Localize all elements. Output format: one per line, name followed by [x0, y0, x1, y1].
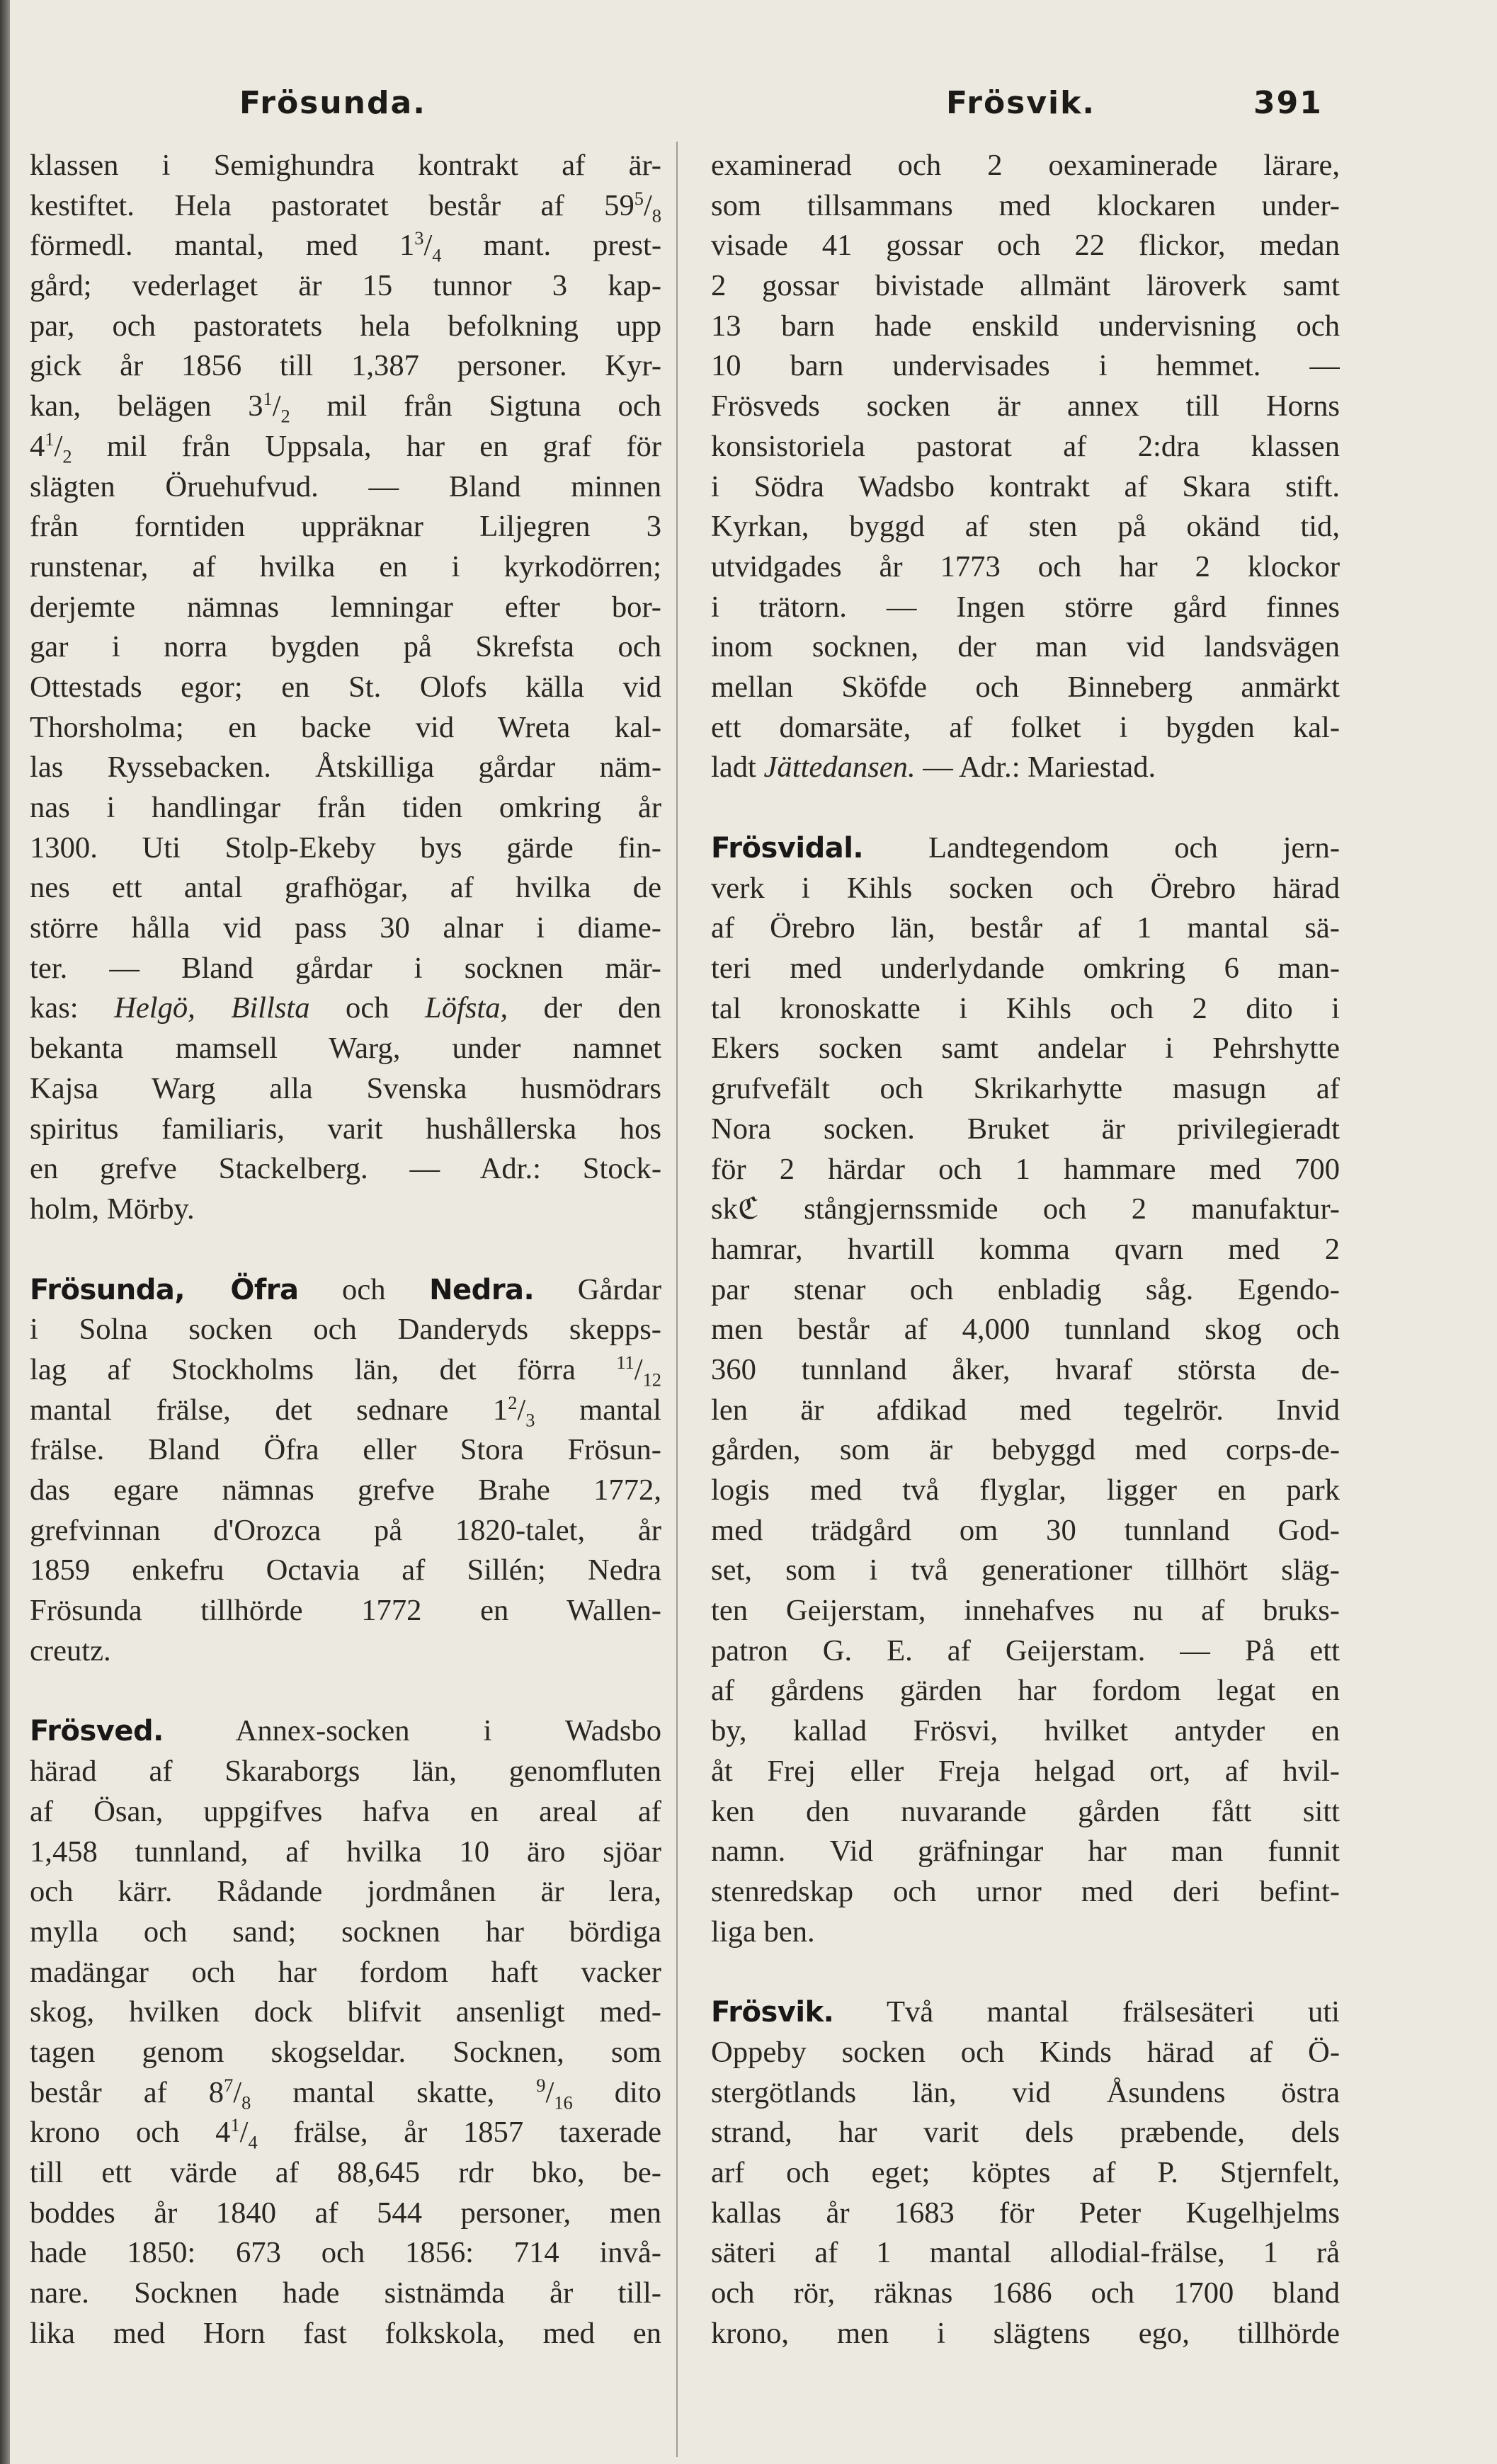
text-line [711, 2033, 1340, 2073]
text-segment: består af 8 [30, 2075, 224, 2109]
text-segment: hamrar, hvartill komma qvarn med 2 [711, 1232, 1340, 1266]
text-segment: lag af Stockholms län, det förra [30, 1352, 617, 1386]
text-line [30, 2274, 661, 2314]
text-segment: af Ösan, uppgifves hafva en areal af [30, 1794, 661, 1828]
text-segment: Två mantal frälsesäteri uti [833, 1995, 1340, 2029]
text-line [711, 547, 1340, 588]
text-segment: och kärr. Rådande jordmånen är lera, [30, 1875, 661, 1909]
text-segment: creutz. [30, 1633, 111, 1667]
text-line [711, 1029, 1340, 1069]
text-segment: säteri af 1 mantal allodial-frälse, 1 rå [711, 2236, 1340, 2270]
text-segment: ter. — Bland gårdar i socknen mär- [30, 951, 661, 985]
left-running-head: Frösunda. [239, 85, 426, 121]
text-line [711, 1832, 1340, 1872]
text-segment: 1,458 tunnland, af hvilka 10 äro sjöar [30, 1835, 661, 1869]
fraction-part: 11 [616, 1351, 634, 1373]
text-line [711, 2113, 1340, 2153]
text-line [711, 427, 1340, 467]
text-line [30, 1430, 661, 1471]
text-line [30, 988, 661, 1029]
text-line [711, 346, 1340, 387]
text-segment: teri med underlydande omkring 6 man- [711, 952, 1340, 986]
text-line [30, 186, 661, 227]
text-segment: / [272, 389, 281, 423]
text-segment: i trätorn. — Ingen större gård finnes [711, 590, 1340, 624]
text-line [711, 949, 1340, 989]
text-line [30, 748, 661, 788]
text-segment: Landtegendom och jern- [863, 831, 1340, 865]
text-segment: Nora socken. Bruket är privilegieradt [711, 1112, 1340, 1146]
text-line [711, 828, 1340, 869]
text-line [30, 2033, 661, 2073]
text-line [30, 1551, 661, 1591]
italic-text: Helgö, Billsta [114, 991, 310, 1025]
text-line [711, 708, 1340, 748]
text-segment: förmedl. mantal, med 1 [30, 229, 415, 263]
text-line [30, 949, 661, 989]
text-line [30, 1953, 661, 1993]
text-segment: par stenar och enbladig såg. Egendo- [711, 1272, 1340, 1306]
text-segment: namn. Vid gräfningar har man funnit [711, 1835, 1340, 1869]
text-line [711, 748, 1340, 788]
text-segment: Frösunda tillhörde 1772 en Wallen- [30, 1594, 661, 1628]
text-line [711, 668, 1340, 708]
center-running-head: Frösvik. [946, 85, 1096, 121]
text-line [711, 1511, 1340, 1551]
text-segment: bekanta mamsell Warg, under namnet [30, 1032, 661, 1066]
text-line [711, 1792, 1340, 1832]
text-segment: hade 1850: 673 och 1856: 714 invå- [30, 2236, 661, 2270]
text-segment: grefvinnan d'Orozca på 1820-talet, år [30, 1513, 661, 1547]
text-line [30, 1711, 661, 1752]
text-segment: patron G. E. af Geijerstam. — På ett [711, 1633, 1340, 1667]
text-line [30, 788, 661, 828]
text-segment: kallas år 1683 för Peter Kugelhjelms [711, 2196, 1340, 2230]
text-line [711, 2073, 1340, 2114]
text-segment: med trädgård om 30 tunnland God- [711, 1513, 1340, 1547]
paragraph-gap [30, 1671, 661, 1711]
text-line [30, 307, 661, 347]
text-segment: mylla och sand; socknen har bördiga [30, 1915, 661, 1949]
text-line [30, 668, 661, 708]
text-segment: konsistoriela pastorat af 2:dra klassen [711, 429, 1340, 463]
text-segment: Ottestads egor; en St. Olofs källa vid [30, 670, 661, 704]
fraction-part: 2 [508, 1391, 518, 1413]
text-segment: visade 41 gossar och 22 flickor, medan [711, 229, 1340, 263]
text-segment: gård; vederlaget är 15 tunnor 3 kap- [30, 269, 661, 303]
text-segment: Annex-socken i Wadsbo [163, 1714, 661, 1748]
text-segment: / [517, 1393, 526, 1427]
text-line [711, 266, 1340, 307]
text-segment: åt Frej eller Freja helgad ort, af hvil- [711, 1754, 1340, 1788]
text-line [30, 2314, 661, 2354]
text-line [711, 226, 1340, 266]
text-segment: gar i norra bygden på Skrefsta och [30, 630, 661, 664]
text-line [711, 627, 1340, 668]
text-segment: och [309, 991, 425, 1025]
text-line [30, 1912, 661, 1953]
text-segment: 13 barn hade enskild undervisning och [711, 309, 1340, 343]
text-line [711, 467, 1340, 508]
text-line [711, 908, 1340, 949]
text-segment: tal kronoskatte i Kihls och 2 dito i [711, 991, 1340, 1025]
text-segment: nas i handlingar från tiden omkring år [30, 791, 661, 824]
text-segment: stergötlands län, vid Åsundens östra [711, 2075, 1340, 2109]
text-segment: från forntiden uppräknar Liljegren 3 [30, 510, 661, 544]
text-segment: skℭ stångjernssmide och 2 manufaktur- [711, 1192, 1340, 1226]
fraction-part: 16 [554, 2092, 573, 2114]
fraction-part: 2 [62, 445, 72, 467]
text-segment: nare. Socknen hade sistnämda år till- [30, 2276, 661, 2310]
text-line [30, 1591, 661, 1631]
text-segment: och rör, räknas 1686 och 1700 bland [711, 2276, 1340, 2310]
text-segment: mil från Uppsala, har en graf för [72, 429, 661, 463]
text-segment: mantal skatte, [251, 2075, 537, 2109]
text-segment: / [634, 1352, 643, 1386]
text-line [30, 1631, 661, 1672]
text-line [30, 1029, 661, 1069]
text-segment: för 2 härdar och 1 hammare med 700 [711, 1152, 1340, 1186]
text-line [711, 2274, 1340, 2314]
text-line [711, 1752, 1340, 1792]
text-line [711, 1350, 1340, 1391]
text-line [30, 1872, 661, 1912]
text-line [711, 507, 1340, 547]
text-line [711, 146, 1340, 186]
text-segment: Kyrkan, byggd af sten på okänd tid, [711, 510, 1340, 544]
text-segment: af Örebro län, består af 1 mantal sä- [711, 911, 1340, 945]
text-line [30, 146, 661, 186]
text-segment: af gårdens gärden har fordom legat en [711, 1674, 1340, 1708]
text-line [30, 1310, 661, 1350]
text-segment: / [239, 2116, 249, 2150]
fraction-part: 4 [248, 2131, 258, 2153]
text-segment: verk i Kihls socken och Örebro härad [711, 871, 1340, 905]
text-line [30, 2233, 661, 2274]
text-line [30, 1350, 661, 1391]
text-line [30, 427, 661, 467]
text-segment: by, kallad Frösvi, hvilket antyder en [711, 1714, 1340, 1748]
text-segment: mil från Sigtuna och [290, 389, 661, 423]
text-segment: större hålla vid pass 30 alnar i diame- [30, 911, 661, 945]
fraction-part: 8 [651, 205, 661, 227]
text-segment: par, och pastoratets hela befolkning upp [30, 309, 661, 343]
text-line [30, 1190, 661, 1230]
text-line [30, 828, 661, 869]
text-segment: 2 gossar bivistade allmänt läroverk samt [711, 269, 1340, 303]
paragraph-gap [711, 1952, 1340, 1992]
text-segment: krono och 4 [30, 2116, 231, 2150]
text-segment: Kajsa Warg alla Svenska husmödrars [30, 1071, 661, 1105]
text-line [30, 1832, 661, 1873]
text-segment: logis med två flyglar, ligger en park [711, 1473, 1340, 1507]
text-segment: / [545, 2075, 554, 2109]
fraction-part: 1 [45, 428, 55, 450]
text-segment: mantal [535, 1393, 661, 1427]
text-segment: boddes år 1840 af 544 personer, men [30, 2196, 661, 2230]
text-line [30, 868, 661, 908]
text-line [711, 1671, 1340, 1711]
entry-headword: Frösvidal. [711, 832, 864, 865]
text-segment: inom socknen, der man vid landsvägen [711, 630, 1340, 664]
fraction-part: 12 [642, 1369, 661, 1391]
text-segment: das egare nämnas grefve Brahe 1772, [30, 1473, 661, 1507]
text-segment: dito [572, 2075, 661, 2109]
text-segment: kan, belägen 3 [30, 389, 263, 423]
entry-headword: Nedra. [429, 1273, 535, 1306]
text-line [711, 1190, 1340, 1230]
text-segment: mantal frälse, det sednare 1 [30, 1393, 508, 1427]
text-line [711, 1310, 1340, 1350]
text-segment: mellan Sköfde och Binneberg anmärkt [711, 670, 1340, 704]
fraction-part: 1 [230, 2114, 240, 2136]
fraction-part: 8 [241, 2092, 251, 2114]
text-segment: las Ryssebacken. Åtskilliga gårdar näm- [30, 751, 661, 785]
text-line [711, 2233, 1340, 2274]
text-line [30, 1511, 661, 1551]
text-line [711, 1591, 1340, 1631]
text-line [30, 1149, 661, 1190]
text-segment: kestiftet. Hela pastoratet består af 59 [30, 188, 634, 222]
text-segment: — Adr.: Mariestad. [915, 751, 1156, 785]
text-line [30, 1270, 661, 1311]
text-line [30, 266, 661, 307]
fraction-part: 4 [432, 244, 442, 266]
text-line [711, 1872, 1340, 1912]
text-segment: gick år 1856 till 1,387 personer. Kyr- [30, 349, 661, 383]
text-line [711, 2153, 1340, 2194]
fraction-part: 5 [634, 187, 644, 209]
text-segment: 1300. Uti Stolp-Ekeby bys gärde fin- [30, 831, 661, 865]
text-segment: 360 tunnland åker, hvaraf största de- [711, 1352, 1340, 1386]
text-segment: / [643, 188, 652, 222]
text-segment: men består af 4,000 tunnland skog och [711, 1313, 1340, 1347]
text-line [30, 226, 661, 266]
text-line [30, 627, 661, 668]
text-segment: 10 barn undervisades i hemmet. — [711, 349, 1340, 383]
text-segment: ladt [711, 751, 764, 785]
text-line [30, 1110, 661, 1150]
text-segment: mant. prest- [441, 229, 661, 263]
text-line [30, 1992, 661, 2033]
paragraph-gap [711, 788, 1340, 828]
text-line [30, 1752, 661, 1792]
text-segment: lika med Horn fast folkskola, med en [30, 2316, 661, 2350]
text-segment: Thorsholma; en backe vid Wreta kal- [30, 710, 661, 744]
text-line [711, 1069, 1340, 1110]
fraction-part: 7 [224, 2074, 234, 2096]
text-segment: stenredskap och urnor med deri befint- [711, 1874, 1340, 1908]
text-line [711, 387, 1340, 427]
text-segment: set, som i två generationer tillhört släg- [711, 1553, 1340, 1587]
text-segment: ten Geijerstam, innehafves nu af bruks- [711, 1594, 1340, 1628]
text-line [30, 2153, 661, 2194]
text-segment: tagen genom skogseldar. Socknen, som [30, 2035, 661, 2069]
text-segment: / [233, 2075, 242, 2109]
text-segment: i Solna socken och Danderyds skepps- [30, 1313, 661, 1347]
text-line [30, 467, 661, 508]
text-segment: Frösveds socken är annex till Horns [711, 389, 1340, 423]
text-line [30, 547, 661, 588]
text-line [711, 1391, 1340, 1431]
text-line [711, 1430, 1340, 1471]
text-segment: härad af Skaraborgs län, genomfluten [30, 1755, 661, 1789]
text-line [711, 869, 1340, 909]
fraction-part: 3 [414, 227, 424, 249]
paragraph-gap [30, 1230, 661, 1270]
text-segment: examinerad och 2 oexaminerade lärare, [711, 149, 1340, 182]
text-segment: ett domarsäte, af folket i bygden kal- [711, 710, 1340, 744]
text-segment: frälse, år 1857 taxerade [257, 2116, 661, 2150]
text-line [711, 307, 1340, 347]
text-segment: som tillsammans med klockaren under- [711, 188, 1340, 222]
text-line [711, 186, 1340, 227]
text-segment: skog, hvilken dock blifvit ansenligt med- [30, 1995, 661, 2029]
text-segment: runstenar, af hvilka en i kyrkodörren; [30, 549, 661, 583]
running-header [0, 85, 1497, 142]
text-line [711, 2194, 1340, 2234]
text-line [711, 1551, 1340, 1591]
text-segment: i Södra Wadsbo kontrakt af Skara stift. [711, 469, 1340, 503]
text-segment: / [423, 229, 433, 263]
text-line [30, 507, 661, 547]
text-line [711, 588, 1340, 628]
text-segment: der den [508, 991, 661, 1025]
text-segment: strand, har varit dels præbende, dels [711, 2116, 1340, 2150]
text-line [30, 908, 661, 949]
text-segment: 1859 enkefru Octavia af Sillén; Nedra [30, 1553, 661, 1587]
column-divider [676, 142, 678, 2457]
text-line [30, 387, 661, 427]
text-segment: grufvefält och Skrikarhytte masugn af [711, 1072, 1340, 1106]
text-line [30, 2073, 661, 2114]
text-line [30, 346, 661, 387]
text-line [30, 1471, 661, 1511]
text-line [30, 2113, 661, 2153]
text-line [711, 989, 1340, 1029]
text-line [711, 1110, 1340, 1150]
text-line [30, 2194, 661, 2234]
text-segment: spiritus familiaris, varit hushållerska hos [30, 1112, 661, 1146]
text-segment: Ekers socken samt andelar i Pehrshytte [711, 1032, 1340, 1066]
entry-headword: Frösved. [30, 1715, 164, 1748]
left-column [30, 146, 661, 2354]
fraction-part: 9 [536, 2074, 546, 2096]
text-segment: frälse. Bland Öfra eller Stora Frösun- [30, 1433, 661, 1467]
text-segment: nes ett antal grafhögar, af hvilka de [30, 871, 661, 905]
text-line [30, 1391, 661, 1431]
text-segment: / [54, 429, 63, 463]
text-line [711, 1471, 1340, 1511]
fraction-part: 2 [280, 405, 290, 427]
italic-text: Löfsta, [425, 991, 508, 1025]
text-segment: klassen i Semighundra kontrakt af är- [30, 149, 661, 182]
text-line [711, 1150, 1340, 1190]
text-line [711, 1230, 1340, 1270]
text-segment: krono, men i slägtens ego, tillhörde [711, 2316, 1340, 2350]
text-line [711, 1631, 1340, 1672]
text-segment: Oppeby socken och Kinds härad af Ö- [711, 2035, 1340, 2069]
page-number: 391 [1253, 85, 1323, 121]
text-segment: Gårdar [534, 1272, 661, 1306]
text-segment: slägten Öruehufvud. — Bland minnen [30, 469, 661, 503]
text-segment: ken den nuvarande gården fått sitt [711, 1794, 1340, 1828]
text-segment: liga ben. [711, 1915, 815, 1949]
fraction-part: 1 [263, 387, 273, 409]
text-line [711, 1992, 1340, 2033]
text-line [30, 1792, 661, 1832]
text-segment: utvidgades år 1773 och har 2 klockor [711, 549, 1340, 583]
text-segment: och [298, 1272, 430, 1306]
text-segment: en grefve Stackelberg. — Adr.: Stock- [30, 1152, 661, 1186]
text-segment: gården, som är bebyggd med corps-de- [711, 1433, 1340, 1467]
page-spine-edge [0, 0, 10, 2464]
text-segment: derjemte nämnas lemningar efter bor- [30, 590, 661, 624]
italic-text: Jättedansen. [763, 751, 916, 785]
text-line [711, 1912, 1340, 1953]
text-line [711, 1711, 1340, 1752]
fraction-part: 3 [525, 1409, 535, 1431]
entry-headword: Frösunda, Öfra [30, 1273, 299, 1306]
entry-headword: Frösvik. [711, 1996, 834, 2029]
text-segment: arf och eget; köptes af P. Stjernfelt, [711, 2156, 1340, 2189]
text-segment: madängar och har fordom haft vacker [30, 1955, 661, 1989]
text-segment: till ett värde af 88,645 rdr bko, be- [30, 2156, 661, 2189]
text-line [30, 708, 661, 748]
text-segment: len är afdikad med tegelrör. Invid [711, 1393, 1340, 1427]
text-segment: kas: [30, 991, 115, 1025]
text-segment: holm, Mörby. [30, 1192, 195, 1226]
text-line [711, 1270, 1340, 1311]
text-line [711, 2314, 1340, 2354]
text-segment: 4 [30, 429, 45, 463]
text-line [30, 588, 661, 628]
right-column [711, 146, 1340, 2354]
text-line [30, 1069, 661, 1110]
